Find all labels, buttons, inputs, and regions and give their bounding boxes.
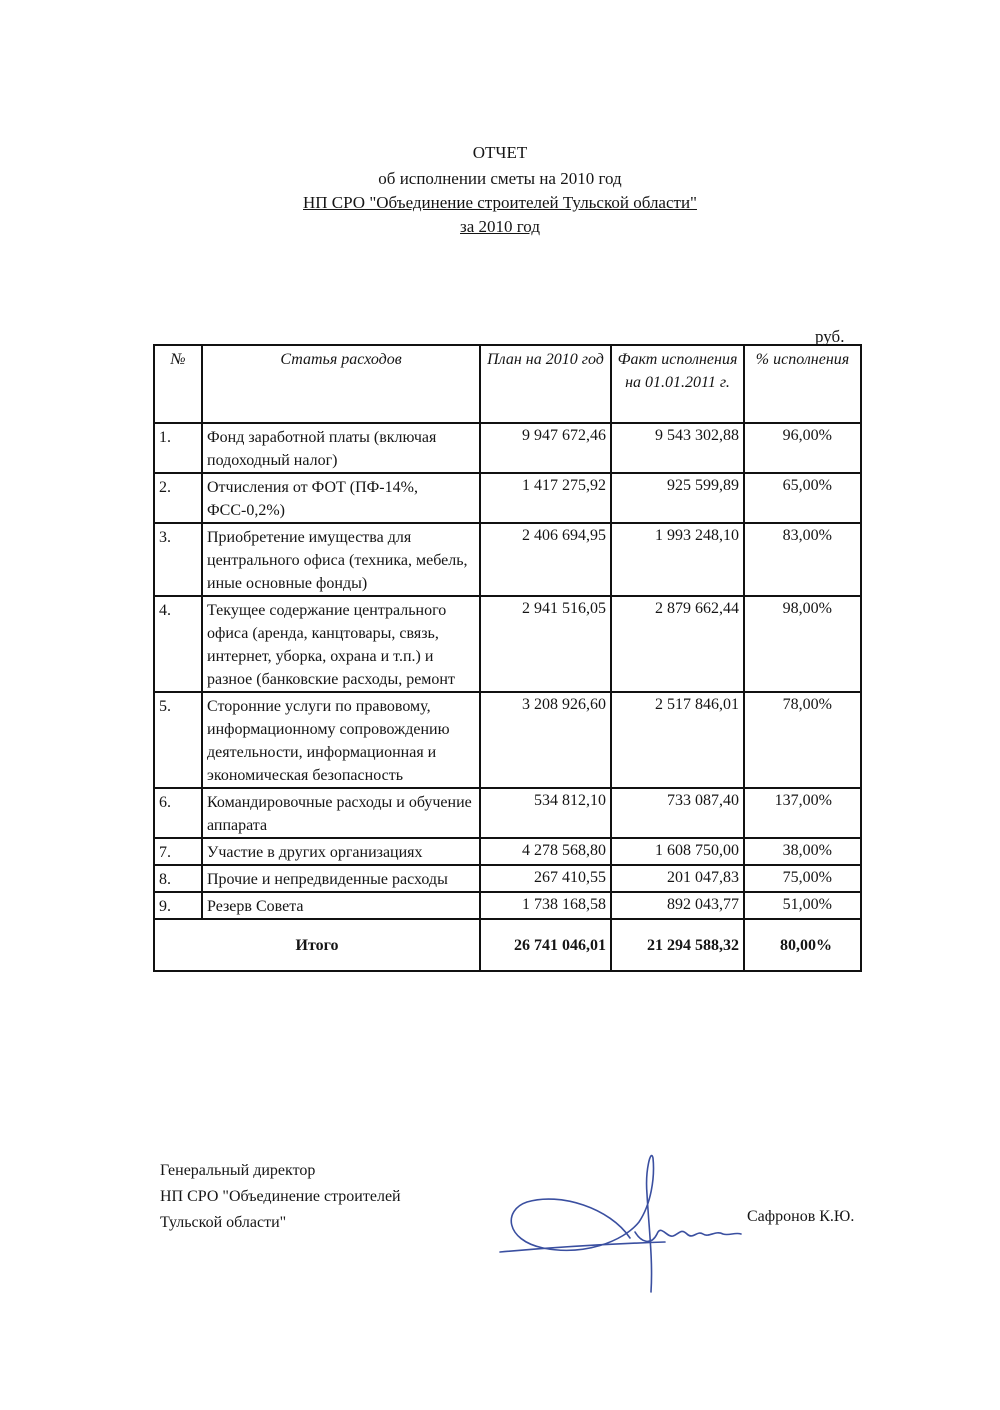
row-fact: 9 543 302,88 bbox=[611, 423, 744, 473]
row-percent: 83,00% bbox=[744, 523, 861, 596]
currency-note: руб. bbox=[815, 327, 845, 346]
organization-name: НП СРО "Объединение строителей Тульской области" bbox=[303, 193, 697, 212]
director-org-line2: Тульской области" bbox=[160, 1214, 287, 1231]
total-row bbox=[154, 919, 861, 971]
row-article: Текущее содержание центрального офиса (аренда, канцтовары, связь, интернет, уборка, охрана и т.п.) и разное (банковские расходы, ремонт bbox=[202, 596, 480, 692]
signature-block bbox=[160, 1158, 401, 1236]
row-number: 6. bbox=[154, 788, 202, 838]
header-fact: Факт исполнения на 01.01.2011 г. bbox=[611, 345, 744, 423]
table-row bbox=[154, 788, 861, 838]
row-number: 1. bbox=[154, 423, 202, 473]
row-percent: 38,00% bbox=[744, 838, 861, 865]
header-plan: План на 2010 год bbox=[480, 345, 611, 423]
row-plan: 3 208 926,60 bbox=[480, 692, 611, 788]
row-number: 2. bbox=[154, 473, 202, 523]
row-percent: 137,00% bbox=[744, 788, 861, 838]
total-plan: 26 741 046,01 bbox=[480, 919, 611, 971]
row-plan: 2 941 516,05 bbox=[480, 596, 611, 692]
row-fact: 2 517 846,01 bbox=[611, 692, 744, 788]
total-label: Итого bbox=[154, 919, 480, 971]
row-article: Сторонние услуги по правовому, информационному сопровождению деятельности, информационная и экономическая безопасность bbox=[202, 692, 480, 788]
row-plan: 1 738 168,58 bbox=[480, 892, 611, 919]
table-row bbox=[154, 596, 861, 692]
total-fact: 21 294 588,32 bbox=[611, 919, 744, 971]
table-row bbox=[154, 473, 861, 523]
signer-name: Сафронов К.Ю. bbox=[747, 1208, 855, 1225]
row-plan: 2 406 694,95 bbox=[480, 523, 611, 596]
row-article: Прочие и непредвиденные расходы bbox=[202, 865, 480, 892]
report-title: ОТЧЕТ bbox=[472, 143, 528, 162]
row-percent: 51,00% bbox=[744, 892, 861, 919]
row-number: 5. bbox=[154, 692, 202, 788]
table-row bbox=[154, 692, 861, 788]
row-fact: 733 087,40 bbox=[611, 788, 744, 838]
row-percent: 98,00% bbox=[744, 596, 861, 692]
table-row bbox=[154, 865, 861, 892]
row-number: 9. bbox=[154, 892, 202, 919]
table-row bbox=[154, 838, 861, 865]
row-fact: 201 047,83 bbox=[611, 865, 744, 892]
row-article: Приобретение имущества для центрального офиса (техника, мебель, иные основные фонды) bbox=[202, 523, 480, 596]
row-number: 4. bbox=[154, 596, 202, 692]
row-percent: 96,00% bbox=[744, 423, 861, 473]
header-percent: % исполнения bbox=[744, 345, 861, 423]
row-fact: 1 993 248,10 bbox=[611, 523, 744, 596]
row-article: Отчисления от ФОТ (ПФ-14%, ФСС-0,2%) bbox=[202, 473, 480, 523]
row-fact: 925 599,89 bbox=[611, 473, 744, 523]
row-number: 3. bbox=[154, 523, 202, 596]
table-header-row bbox=[154, 345, 861, 423]
header-article: Статья расходов bbox=[202, 345, 480, 423]
director-org-line1: НП СРО "Объединение строителей bbox=[160, 1188, 401, 1205]
handwritten-signature bbox=[495, 1150, 745, 1300]
table-row bbox=[154, 423, 861, 473]
row-percent: 65,00% bbox=[744, 473, 861, 523]
row-plan: 267 410,55 bbox=[480, 865, 611, 892]
row-article: Участие в других организациях bbox=[202, 838, 480, 865]
row-article: Фонд заработной платы (включая подоходный налог) bbox=[202, 423, 480, 473]
row-article: Командировочные расходы и обучение аппарата bbox=[202, 788, 480, 838]
row-number: 8. bbox=[154, 865, 202, 892]
row-fact: 2 879 662,44 bbox=[611, 596, 744, 692]
report-subtitle: об исполнении сметы на 2010 год bbox=[378, 169, 622, 188]
row-article: Резерв Совета bbox=[202, 892, 480, 919]
row-fact: 892 043,77 bbox=[611, 892, 744, 919]
report-period: за 2010 год bbox=[460, 217, 540, 236]
row-plan: 9 947 672,46 bbox=[480, 423, 611, 473]
row-fact: 1 608 750,00 bbox=[611, 838, 744, 865]
director-title: Генеральный директор bbox=[160, 1162, 316, 1179]
header-num: № bbox=[154, 345, 202, 423]
row-percent: 75,00% bbox=[744, 865, 861, 892]
row-plan: 534 812,10 bbox=[480, 788, 611, 838]
row-plan: 1 417 275,92 bbox=[480, 473, 611, 523]
expense-table bbox=[153, 344, 862, 972]
table-row bbox=[154, 892, 861, 919]
table-row bbox=[154, 523, 861, 596]
total-percent: 80,00% bbox=[744, 919, 861, 971]
row-plan: 4 278 568,80 bbox=[480, 838, 611, 865]
row-number: 7. bbox=[154, 838, 202, 865]
row-percent: 78,00% bbox=[744, 692, 861, 788]
